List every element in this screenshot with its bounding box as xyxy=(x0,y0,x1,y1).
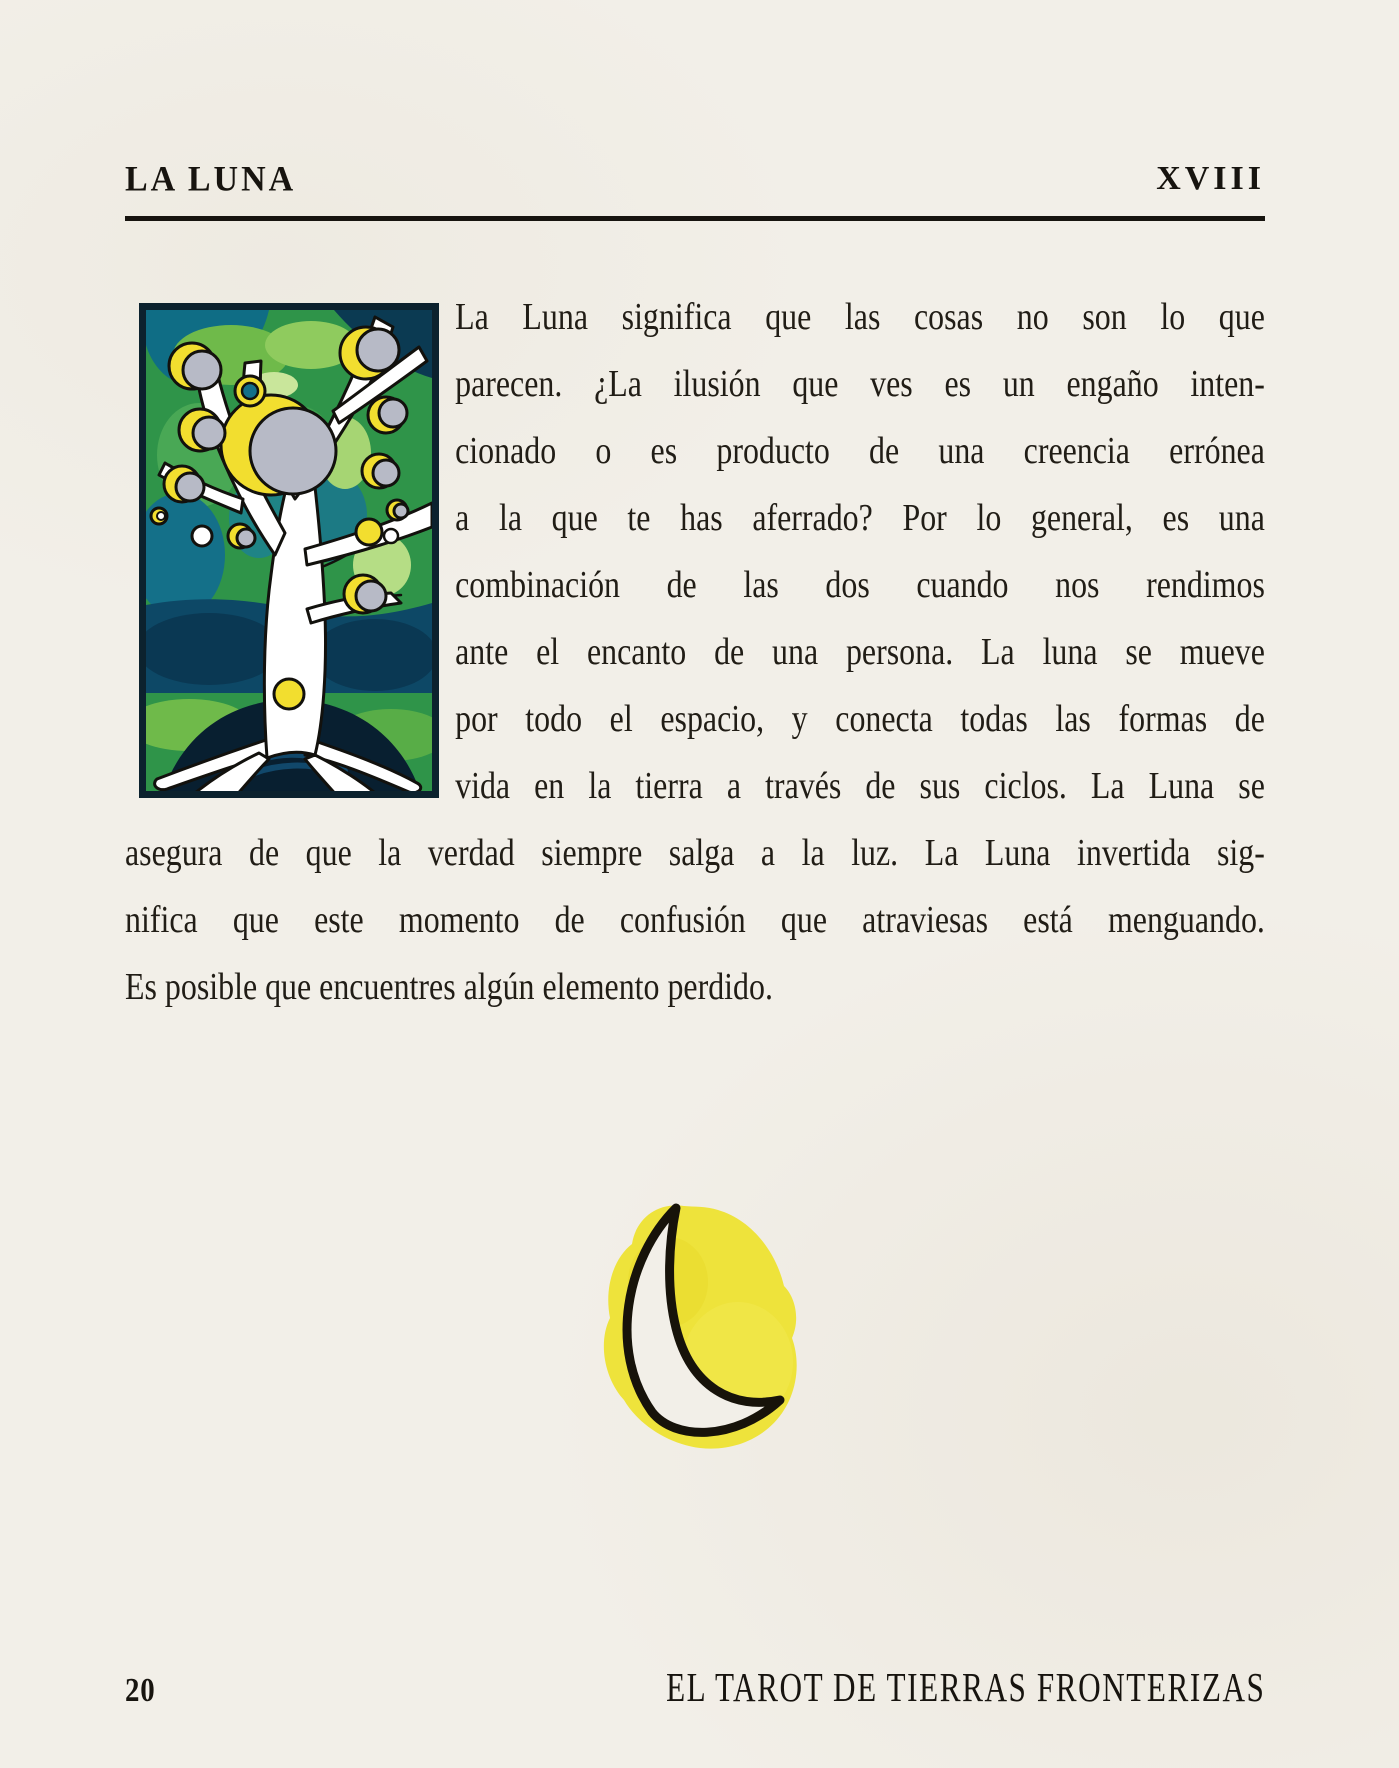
page-title: LA LUNA xyxy=(125,159,297,200)
crescent-moon-icon xyxy=(588,1192,803,1460)
body-text-line: vida en la tierra a través de sus ciclos. La Luna se xyxy=(455,765,1265,807)
chapter-numeral: XVIII xyxy=(1156,160,1265,197)
body-text-line: nifica que este momento de confusión que atraviesas está menguando. xyxy=(125,899,1265,941)
body-text-line: a la que te has aferrado? Por lo general, es una xyxy=(455,497,1265,539)
body-text-line: cionado o es producto de una creencia errónea xyxy=(455,430,1265,472)
body-text-last-line: Es posible que encuentres algún elemento perdido. xyxy=(125,966,773,1008)
body-lines-full-width xyxy=(125,820,1265,954)
body-paragraph xyxy=(125,284,1265,1021)
crescent-moon-illustration xyxy=(588,1192,803,1460)
body-text-line: asegura de que la verdad siempre salga a la luz. La Luna invertida sig- xyxy=(125,832,1265,874)
body-text-line: parecen. ¿La ilusión que ves es un engaño inten- xyxy=(455,363,1265,405)
body-text-line: La Luna significa que las cosas no son lo que xyxy=(455,296,1265,338)
body-text-line: ante el encanto de una persona. La luna se mueve xyxy=(455,631,1265,673)
book-title: EL TAROT DE TIERRAS FRONTERIZAS xyxy=(665,1664,1265,1711)
body-lines-beside-card xyxy=(125,284,1265,820)
body-text-line: por todo el espacio, y conecta todas las formas de xyxy=(455,698,1265,740)
page-number: 20 xyxy=(125,1672,156,1709)
header-rule xyxy=(125,216,1265,221)
body-text-line: combinación de las dos cuando nos rendimos xyxy=(455,564,1265,606)
